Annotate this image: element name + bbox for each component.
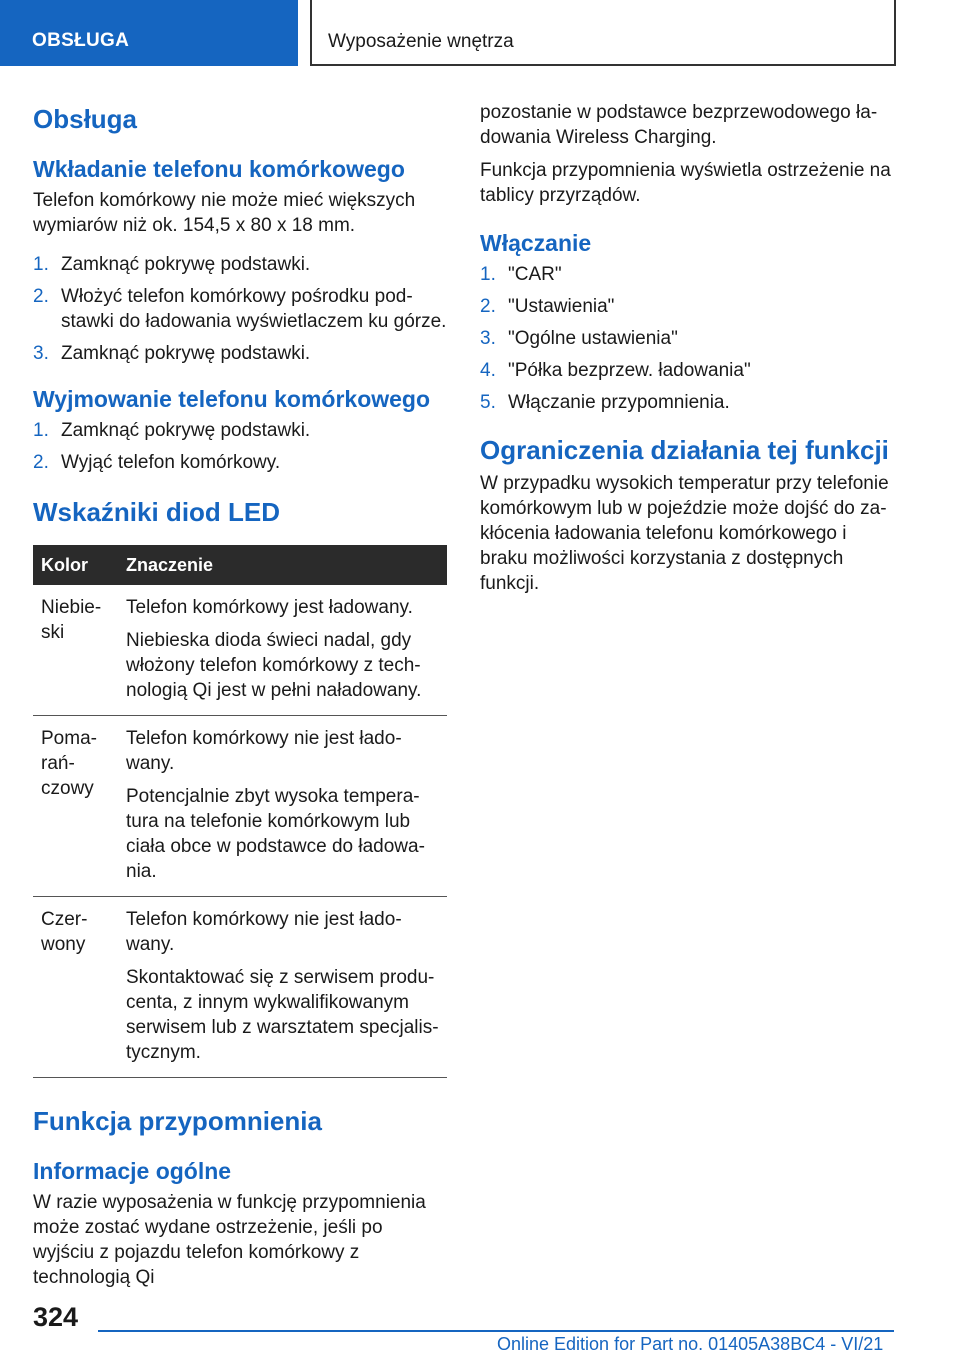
table-row <box>33 897 447 1078</box>
step-text: Włączanie przypomnienia. <box>508 392 730 413</box>
step-number: 2. <box>480 296 496 317</box>
step-text: "CAR" <box>508 264 562 285</box>
table-row <box>33 585 447 716</box>
list-item <box>33 450 447 475</box>
led-color: Niebieski <box>33 585 118 716</box>
step-number: 4. <box>480 360 496 381</box>
led-color: Pomarańczowy <box>33 716 118 897</box>
table-row <box>33 716 447 897</box>
insert-intro: Telefon komórkowy nie może mieć większych wymiarów niż ok. 154,5 x 80 x 18 mm. <box>33 190 416 236</box>
led-meaning <box>118 897 447 1078</box>
step-number: 3. <box>33 343 49 364</box>
led-meaning <box>118 716 447 897</box>
warning-text: Funkcja przypomnienia wyświetla ostrzeżenie na tablicy przyrządów. <box>480 160 891 206</box>
step-number: 3. <box>480 328 496 349</box>
led-detail: Potencjalnie zbyt wysoka temperatura na telefonie komórkowym lub ciała obce w podstawce do ładowania. <box>126 786 425 882</box>
list-item <box>33 284 447 334</box>
insert-steps <box>33 252 447 366</box>
continued-text: pozostanie w podstawce bezprzewodowego ładowania Wireless Charging. <box>480 102 878 148</box>
step-text: Zamknąć pokrywę podstawki. <box>61 343 311 364</box>
led-title: Wskaźniki diod LED <box>33 497 281 527</box>
remove-steps <box>33 418 447 475</box>
footer-divider <box>98 1330 894 1332</box>
list-item <box>480 358 894 383</box>
limits-text: W przypadku wysokich temperatur przy telefonie komórkowym lub w pojeździe może dojść do zakłócenia ładowania telefonu komórkowego i braku możliwości korzystania z dostępnych funkcji. <box>480 473 889 594</box>
enable-heading: Włączanie <box>480 230 592 256</box>
page-header <box>0 0 960 66</box>
step-text: "Ogólne ustawienia" <box>508 328 678 349</box>
list-item <box>480 294 894 319</box>
topic-tab <box>310 0 896 66</box>
step-number: 5. <box>480 392 496 413</box>
step-text: Zamknąć pokrywę podstawki. <box>61 420 311 441</box>
column-header-meaning: Znaczenie <box>118 545 447 585</box>
led-table <box>33 545 447 1078</box>
list-item <box>480 262 894 287</box>
section-tab <box>0 0 298 66</box>
step-text: Zamknąć pokrywę podstawki. <box>61 254 311 275</box>
led-status: Telefon komórkowy nie jest ładowany. <box>126 909 402 955</box>
step-text: "Półka bezprzew. ładowania" <box>508 360 751 381</box>
list-item <box>33 341 447 366</box>
step-number: 2. <box>33 452 49 473</box>
page-number: 324 <box>33 1302 79 1332</box>
reminder-text: W razie wyposażenia w funkcję przypomnienia może zostać wydane ostrzeżenie, jeśli po wyjściu z pojazdu telefon komórkowy z technologią Qi <box>33 1192 426 1288</box>
step-text: Wyjąć telefon komórkowy. <box>61 452 281 473</box>
step-text: Włożyć telefon komórkowy pośrodku podstawki do ładowania wyświetlaczem ku górze. <box>61 286 447 332</box>
led-detail: Skontaktować się z serwisem producenta, z innym wykwalifikowanym serwisem lub z warsztatem specjalistycznym. <box>126 967 439 1063</box>
edition-note: Online Edition for Part no. 01405A38BC4 - VI/21 <box>497 1334 884 1354</box>
list-item <box>480 326 894 351</box>
step-text: "Ustawienia" <box>508 296 615 317</box>
led-status: Telefon komórkowy jest ładowany. <box>126 597 413 618</box>
list-item <box>33 418 447 443</box>
led-status: Telefon komórkowy nie jest ładowany. <box>126 728 402 774</box>
enable-steps <box>480 262 894 415</box>
topic-label: Wyposażenie wnętrza <box>328 31 514 52</box>
reminder-title: Funkcja przypomnienia <box>33 1106 322 1136</box>
right-column <box>480 100 894 596</box>
led-color: Czerwony <box>33 897 118 1078</box>
left-column <box>33 100 447 1290</box>
step-number: 2. <box>33 286 49 307</box>
column-header-color: Kolor <box>33 545 118 585</box>
section-label: OBSŁUGA <box>32 30 130 51</box>
step-number: 1. <box>33 254 49 275</box>
reminder-heading: Informacje ogólne <box>33 1158 232 1184</box>
step-number: 1. <box>33 420 49 441</box>
section-title: Obsługa <box>33 104 138 134</box>
led-detail: Niebieska dioda świeci nadal, gdy włożony telefon komórkowy z technologią Qi jest w pełni naładowany. <box>126 630 422 701</box>
remove-heading: Wyjmowanie telefonu komórkowego <box>33 386 431 412</box>
list-item <box>480 390 894 415</box>
insert-heading: Wkładanie telefonu komórkowego <box>33 156 405 182</box>
list-item <box>33 252 447 277</box>
table-header-row <box>33 545 447 585</box>
limits-title: Ograniczenia działania tej funkcji <box>480 435 889 465</box>
led-meaning <box>118 585 447 716</box>
step-number: 1. <box>480 264 496 285</box>
